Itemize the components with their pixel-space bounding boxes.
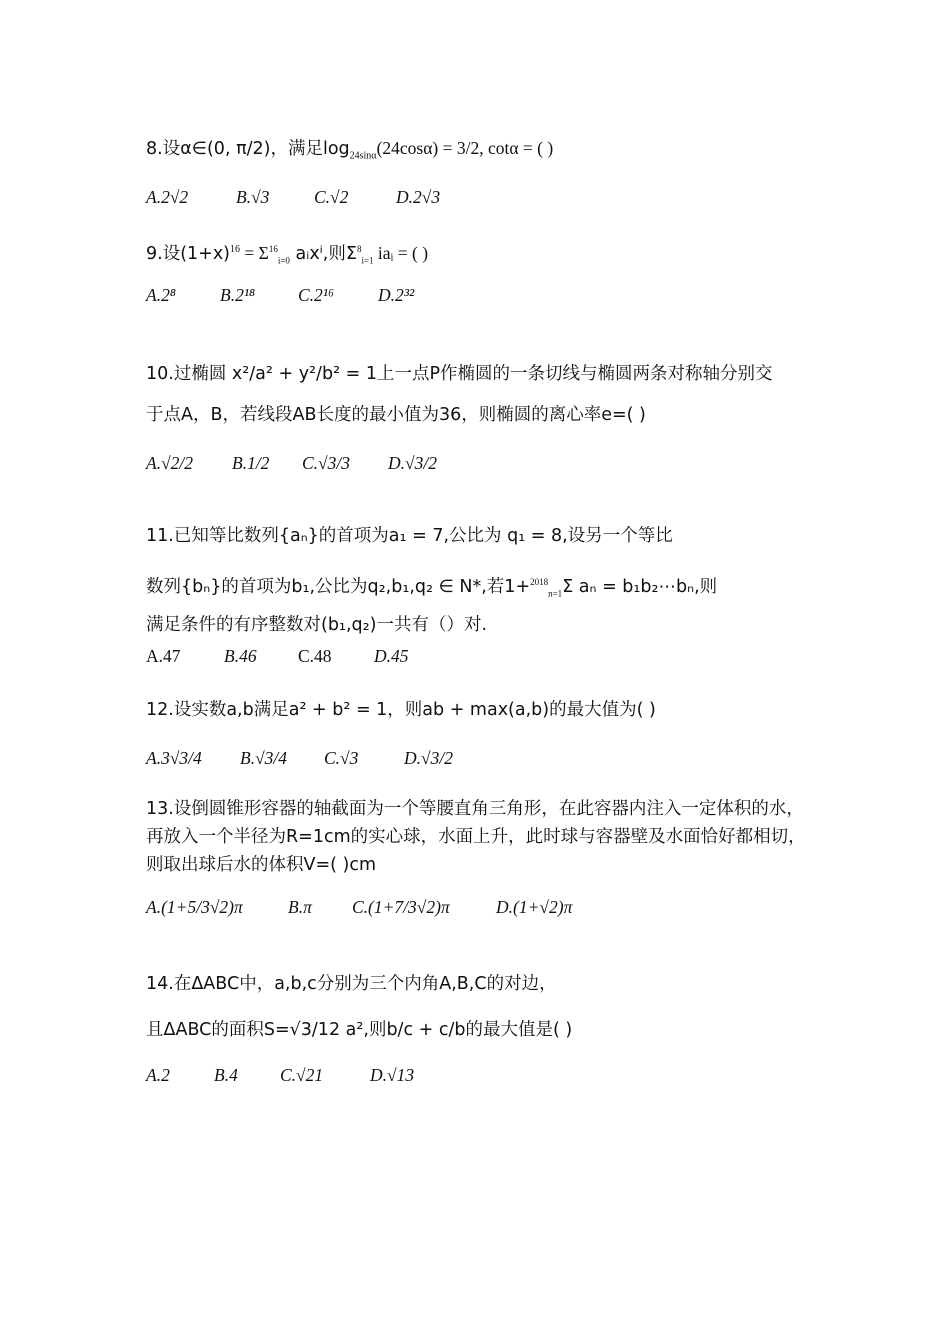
q11-option-b: B.46 [224,646,257,666]
q8-log-base: 24sinα [349,150,377,162]
q9-stem-a: 9.设(1+x) [146,243,231,264]
q13-option-a: A.(1+5/3√2)π [146,897,243,917]
q11-option-d: D.45 [374,646,409,666]
question-8-stem [146,136,553,169]
question-8-options [146,185,440,209]
question-10-stem-line1: 10.过椭圆 x²/a² + y²/b² = 1上一点P作椭圆的一条切线与椭圆两条对称轴分别交 [146,364,773,384]
q14-option-c: C.√21 [280,1065,324,1085]
question-12-options [146,746,453,770]
question-11-stem-line1: 11.已知等比数列{aₙ}的首项为a₁ = 7,公比为 q₁ = 8,设另一个等比 [146,526,673,546]
q9-option-a: A.2⁸ [146,285,176,305]
q9-sum1: = Σ [240,242,269,263]
q9-sum2-top: 8 [356,244,362,254]
q11-sum-top: 2018 [530,577,549,587]
q10-option-b: B.1/2 [232,453,270,473]
q14-option-d: D.√13 [370,1065,415,1085]
question-10-stem-line2: 于点A，B，若线段AB长度的最小值为36，则椭圆的离心率e=( ) [146,405,646,425]
question-11-options [146,644,409,668]
question-13-stem-line1: 13.设倒圆锥形容器的轴截面为一个等腰直角三角形，在此容器内注入一定体积的水， [146,799,804,819]
q9-option-b: B.2¹⁸ [220,285,256,305]
q8-option-a: A.2√2 [146,187,189,207]
q12-option-c: C.√3 [324,748,359,768]
question-13-stem-line3: 则取出球后水的体积V=( )cm [146,855,377,875]
q9-sum1-bottom: i=0 [277,255,290,266]
q8-stem-rest: (24cosα) = 3/2, cotα = ( ) [376,138,554,158]
q14-option-b: B.4 [214,1065,238,1085]
question-14-options [146,1063,414,1087]
q8-option-d: D.2√3 [396,187,441,207]
q9-sum1-top: 16 [268,244,278,254]
q10-option-a: A.√2/2 [146,453,194,473]
q10-option-d: D.√3/2 [388,453,437,473]
q11-line2-a: 数列{bₙ}的首项为b₁,公比为q₂,b₁,q₂ ∈ N*,若1+ [146,576,531,597]
question-12-stem: 12.设实数a,b满足a² + b² = 1，则ab + max(a,b)的最大值为( ) [146,700,656,720]
q9-sum2: aᵢxⁱ,则Σ [289,243,357,264]
q13-option-c: C.(1+7/3√2)π [352,897,450,917]
q11-option-c: C.48 [298,646,332,666]
q9-exp: 16 [230,244,241,255]
question-13-options [146,895,572,919]
q8-option-b: B.√3 [236,187,270,207]
q8-stem-text: 8.设α∈(0, π/2)，满足log [146,139,350,159]
q13-option-b: B.π [288,897,312,917]
q14-option-a: A.2 [146,1065,170,1085]
question-14-stem-line1: 14.在ΔABC中，a,b,c分别为三个内角A,B,C的对边， [146,974,557,994]
q8-option-c: C.√2 [314,187,349,207]
q9-option-d: D.2³² [378,285,415,305]
question-9-stem [146,237,428,272]
q9-sum2-bottom: i=1 [361,255,374,266]
q9-stem-end: iaᵢ = ( ) [373,242,429,263]
q12-option-d: D.√3/2 [404,748,453,768]
question-9-options [146,283,414,307]
q11-sum-bottom: n=1 [548,588,563,599]
question-14-stem-line2: 且ΔABC的面积S=√3/12 a²,则b/c + c/b的最大值是( ) [146,1020,573,1040]
q9-option-c: C.2¹⁶ [298,285,335,305]
q12-option-b: B.√3/4 [240,748,288,768]
q12-option-a: A.3√3/4 [146,748,202,768]
question-13-stem-line2: 再放入一个半径为R=1cm的实心球，水面上升，此时球与容器壁及水面恰好都相切， [146,827,806,847]
question-11-stem-line2 [146,570,717,605]
q13-option-d: D.(1+√2)π [496,897,573,917]
q11-option-a: A.47 [146,646,181,666]
q11-line2-b: Σ aₙ = b₁b₂⋯bₙ,则 [562,576,718,597]
q10-option-c: C.√3/3 [302,453,351,473]
question-10-options [146,451,437,475]
question-11-stem-line3: 满足条件的有序整数对(b₁,q₂)一共有（）对. [146,615,488,635]
